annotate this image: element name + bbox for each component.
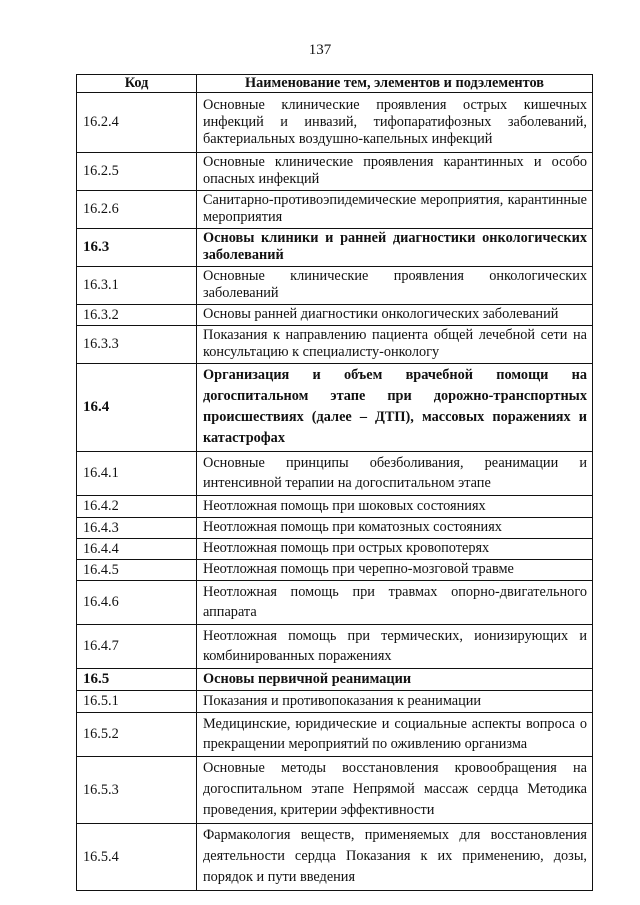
row-code: 16.3.2 (77, 305, 197, 326)
row-code: 16.2.4 (77, 93, 197, 153)
row-code: 16.2.6 (77, 191, 197, 229)
row-code: 16.4.5 (77, 560, 197, 581)
row-code: 16.4.1 (77, 452, 197, 496)
row-name: Основные клинические проявления острых кишечных инфекций и инвазий, тифопаратифозных заболеваний, бактериальных воздушно-капельных инфекций (197, 93, 593, 153)
row-name: Основные клинические проявления онкологических заболеваний (197, 267, 593, 305)
column-header-code: Код (77, 75, 197, 93)
table-row (77, 326, 593, 364)
table-row (77, 560, 593, 581)
table-row-section (77, 229, 593, 267)
table-row (77, 625, 593, 669)
row-name: Показания и противопоказания к реанимации (197, 691, 593, 713)
row-code: 16.5.4 (77, 824, 197, 891)
row-code: 16.5.3 (77, 757, 197, 824)
row-name: Показания к направлению пациента общей лечебной сети на консультацию к специалисту-онкологу (197, 326, 593, 364)
table-row (77, 496, 593, 518)
row-name: Неотложная помощь при острых кровопотерях (197, 539, 593, 560)
table-row (77, 713, 593, 757)
row-name: Основные клинические проявления карантинных и особо опасных инфекций (197, 153, 593, 191)
table-row-section (77, 364, 593, 452)
table-row (77, 153, 593, 191)
row-code: 16.3 (77, 229, 197, 267)
row-name: Неотложная помощь при шоковых состояниях (197, 496, 593, 518)
row-code: 16.4.4 (77, 539, 197, 560)
table-row (77, 191, 593, 229)
row-name: Медицинские, юридические и социальные аспекты вопроса о прекращении мероприятий по оживлению организма (197, 713, 593, 757)
table-row (77, 518, 593, 539)
row-name: Основы первичной реанимации (197, 669, 593, 691)
row-code: 16.4.6 (77, 581, 197, 625)
row-name: Неотложная помощь при черепно-мозговой травме (197, 560, 593, 581)
row-name: Основы ранней диагностики онкологических заболеваний (197, 305, 593, 326)
row-code: 16.4 (77, 364, 197, 452)
table-row (77, 539, 593, 560)
table-row (77, 305, 593, 326)
row-name: Фармакология веществ, применяемых для восстановления деятельности сердца Показания к их применению, дозы, порядок и пути введения (197, 824, 593, 891)
table-row (77, 452, 593, 496)
row-name: Организация и объем врачебной помощи на догоспитальном этапе при дорожно-транспортных происшествиях (далее – ДТП), массовых поражениях и катастрофах (197, 364, 593, 452)
row-code: 16.5.1 (77, 691, 197, 713)
row-name: Санитарно-противоэпидемические мероприятия, карантинные мероприятия (197, 191, 593, 229)
table-row (77, 691, 593, 713)
table-row (77, 757, 593, 824)
row-name: Неотложная помощь при коматозных состояниях (197, 518, 593, 539)
page-number: 137 (308, 42, 332, 58)
table-row (77, 581, 593, 625)
column-header-name: Наименование тем, элементов и подэлементов (197, 75, 593, 93)
row-name: Основные методы восстановления кровообращения на догоспитальном этапе Непрямой массаж сердца Методика проведения, критерии эффективности (197, 757, 593, 824)
table-row-section (77, 669, 593, 691)
table-row (77, 93, 593, 153)
row-name: Основные принципы обезболивания, реанимации и интенсивной терапии на догоспитальном этапе (197, 452, 593, 496)
topics-table (76, 74, 593, 891)
row-code: 16.2.5 (77, 153, 197, 191)
row-name: Неотложная помощь при термических, ионизирующих и комбинированных поражениях (197, 625, 593, 669)
row-code: 16.4.3 (77, 518, 197, 539)
table-row (77, 267, 593, 305)
row-name: Неотложная помощь при травмах опорно-двигательного аппарата (197, 581, 593, 625)
table-row (77, 824, 593, 891)
table-header-row (77, 75, 593, 93)
row-code: 16.4.7 (77, 625, 197, 669)
row-code: 16.5.2 (77, 713, 197, 757)
row-code: 16.5 (77, 669, 197, 691)
row-name: Основы клиники и ранней диагностики онкологических заболеваний (197, 229, 593, 267)
row-code: 16.3.1 (77, 267, 197, 305)
row-code: 16.4.2 (77, 496, 197, 518)
row-code: 16.3.3 (77, 326, 197, 364)
